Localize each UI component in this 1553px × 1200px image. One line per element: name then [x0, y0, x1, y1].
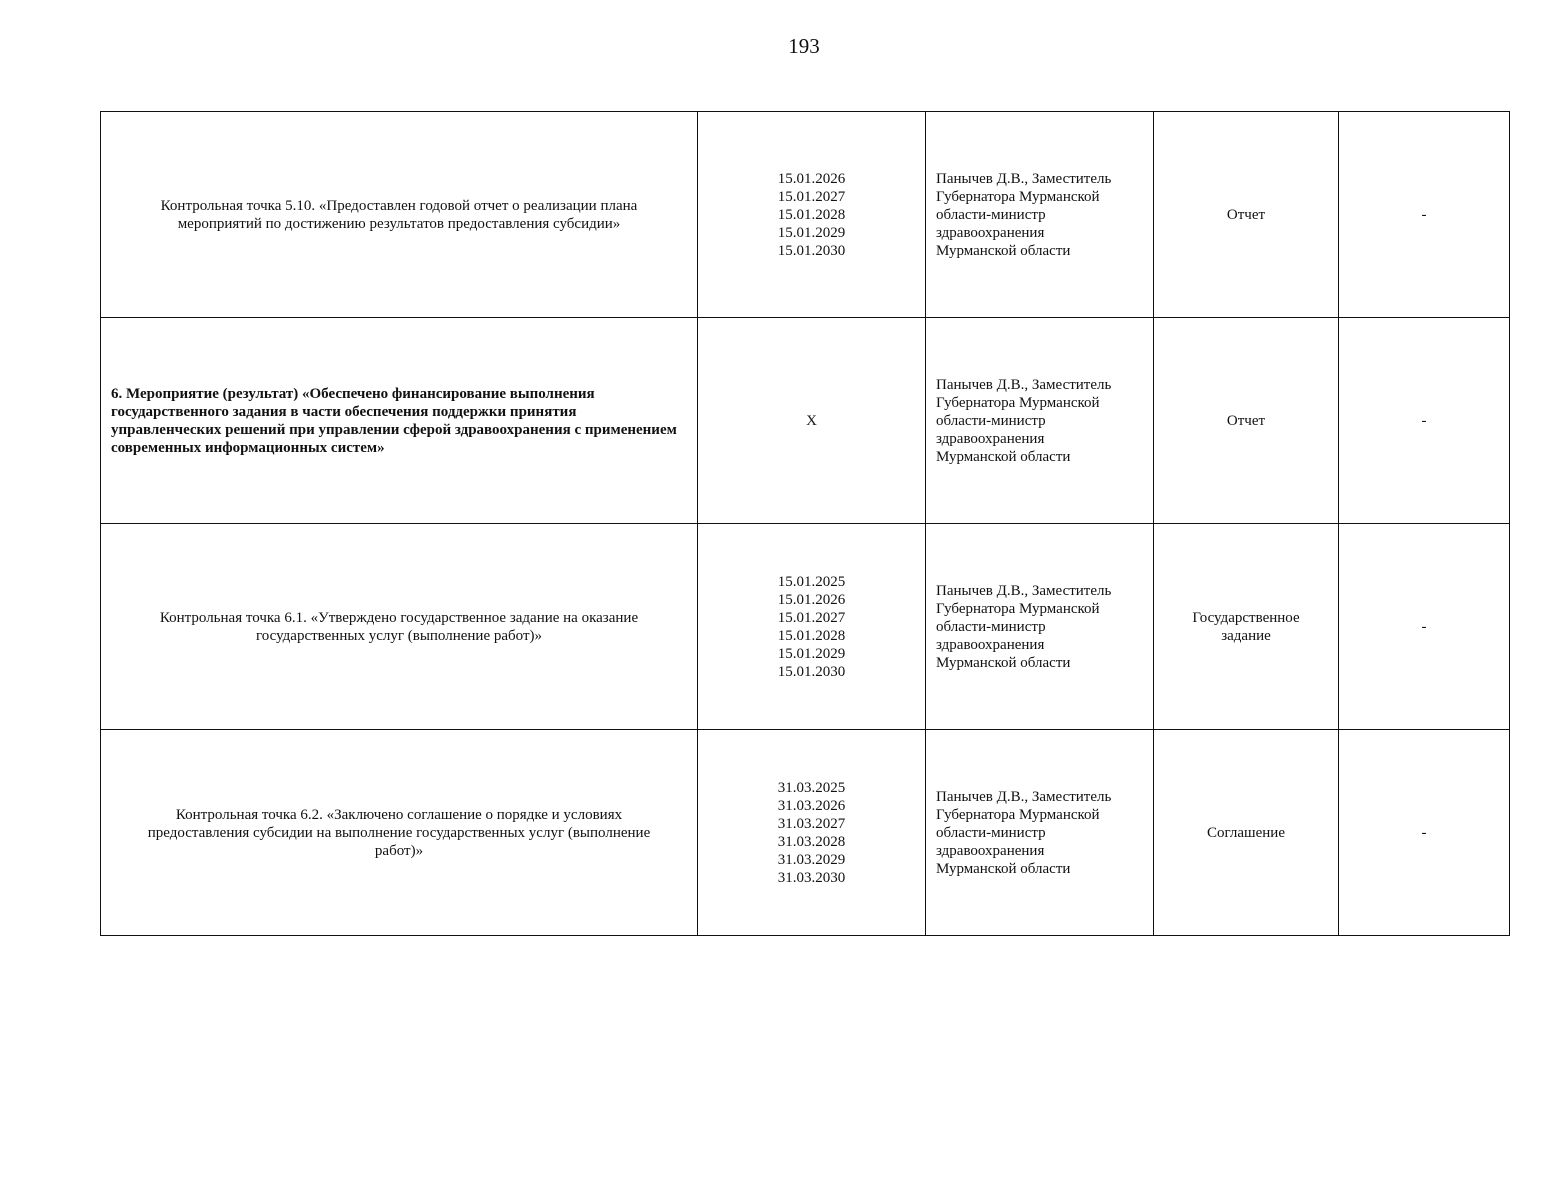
row-responsible-cell: Панычев Д.В., Заместитель Губернатора Мурманской области-министр здравоохранения Мурманской области — [926, 112, 1154, 318]
row-note-cell: - — [1339, 318, 1510, 524]
table-row — [101, 318, 1510, 524]
row-dates-cell: 15.01.2025 15.01.2026 15.01.2027 15.01.2028 15.01.2029 15.01.2030 — [698, 524, 926, 730]
control-points-table — [100, 111, 1510, 936]
row-note-cell: - — [1339, 112, 1510, 318]
row-dates-cell: 31.03.2025 31.03.2026 31.03.2027 31.03.2028 31.03.2029 31.03.2030 — [698, 730, 926, 936]
row-note-cell: - — [1339, 524, 1510, 730]
table-row — [101, 524, 1510, 730]
row-dates-cell: X — [698, 318, 926, 524]
page-number: 193 — [788, 34, 820, 58]
row-document-cell: Соглашение — [1154, 730, 1339, 936]
row-document-cell: Отчет — [1154, 112, 1339, 318]
row-dates-cell: 15.01.2026 15.01.2027 15.01.2028 15.01.2029 15.01.2030 — [698, 112, 926, 318]
row-document-cell: Отчет — [1154, 318, 1339, 524]
row-responsible-cell: Панычев Д.В., Заместитель Губернатора Мурманской области-министр здравоохранения Мурманской области — [926, 318, 1154, 524]
row-description-cell: Контрольная точка 6.2. «Заключено соглашение о порядке и условиях предоставления субсидии на выполнение государственных услуг (выполнение работ)» — [101, 730, 698, 936]
row-description-cell: 6. Мероприятие (результат) «Обеспечено финансирование выполнения государственного задания в части обеспечения поддержки принятия управленческих решений при управлении сферой здравоохранения с применением современных информационных систем» — [101, 318, 698, 524]
row-document-cell: Государственное задание — [1154, 524, 1339, 730]
row-responsible-cell: Панычев Д.В., Заместитель Губернатора Мурманской области-министр здравоохранения Мурманской области — [926, 730, 1154, 936]
table-row — [101, 730, 1510, 936]
row-note-cell: - — [1339, 730, 1510, 936]
row-description-cell: Контрольная точка 5.10. «Предоставлен годовой отчет о реализации плана мероприятий по достижению результатов предоставления субсидии» — [101, 112, 698, 318]
table-row — [101, 112, 1510, 318]
row-description-cell: Контрольная точка 6.1. «Утверждено государственное задание на оказание государственных услуг (выполнение работ)» — [101, 524, 698, 730]
row-responsible-cell: Панычев Д.В., Заместитель Губернатора Мурманской области-министр здравоохранения Мурманской области — [926, 524, 1154, 730]
